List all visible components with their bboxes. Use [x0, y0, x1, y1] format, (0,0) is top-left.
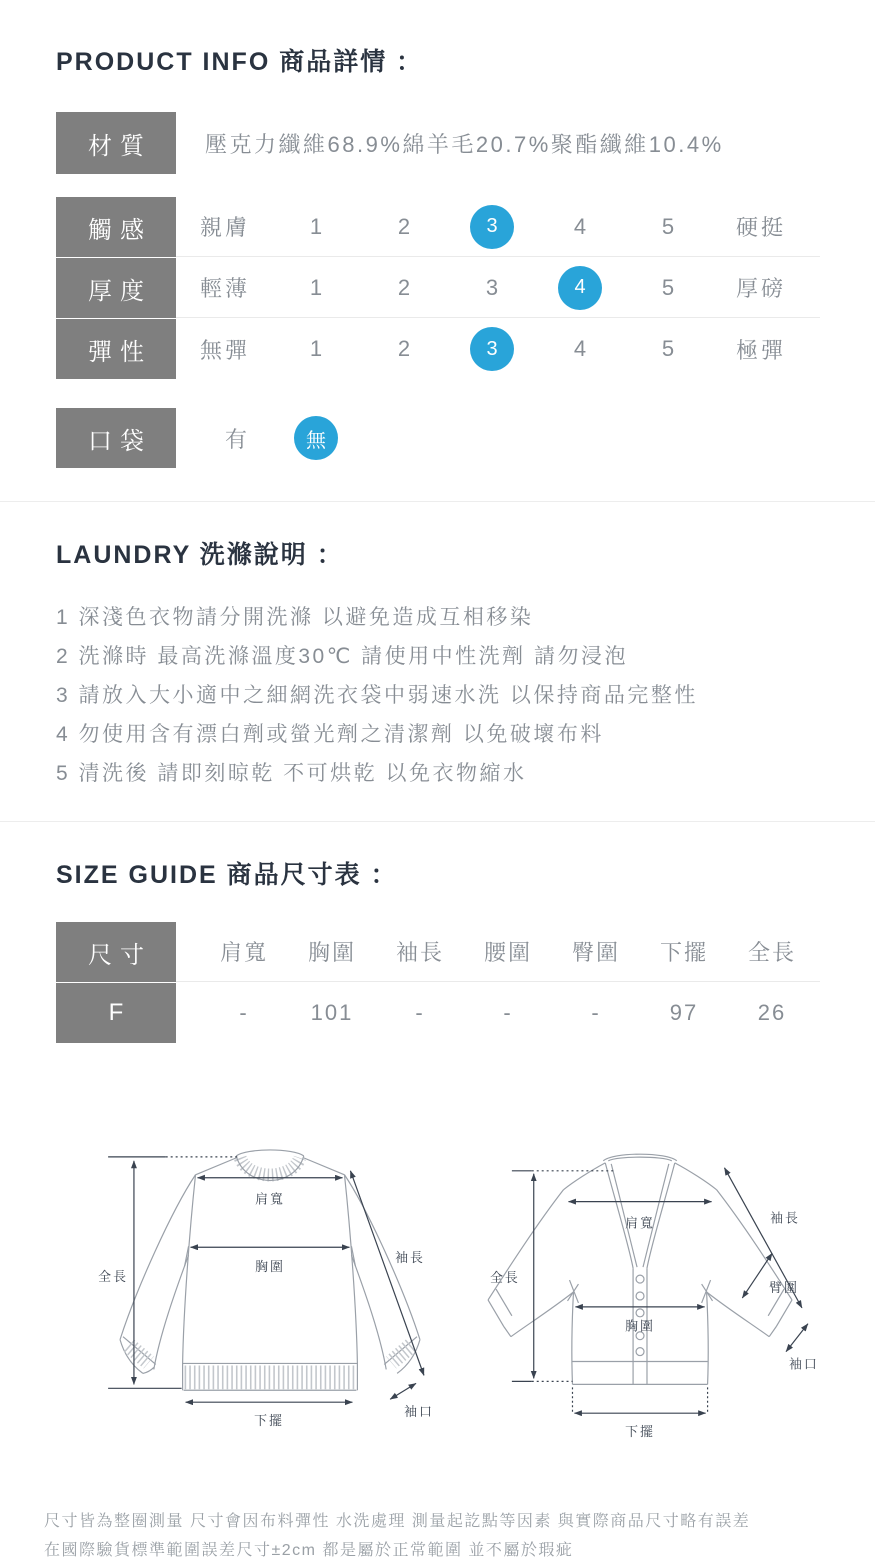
size-f-label: F [56, 983, 176, 1043]
cardigan-sleeve-label: 袖長 [770, 1210, 800, 1226]
material-row [56, 112, 820, 174]
scale-dot-5: 5 [661, 274, 675, 300]
pocket-option-yes: 有 [224, 426, 247, 452]
material-label: 材質 [56, 112, 176, 174]
col-shoulder: 肩寬 [219, 940, 268, 965]
sweater-hem-label: 下擺 [254, 1413, 284, 1429]
rating-row-thickness [56, 258, 820, 318]
rating-scale-thickness [176, 258, 820, 318]
size-table-row-f [56, 983, 820, 1043]
cardigan-arm-label: 臂圍 [769, 1279, 799, 1295]
cardigan-chest-label: 胸圍 [625, 1318, 655, 1334]
measurement-disclaimer [0, 1507, 875, 1565]
scale-dot-1: 1 [309, 336, 323, 361]
laundry-title: LAUNDRY 洗滌說明 ： [56, 541, 344, 569]
pocket-option-no: 無 [272, 408, 360, 468]
size-table [56, 922, 820, 1043]
cardigan-diagram [466, 1141, 824, 1441]
col-waist: 腰圍 [483, 940, 532, 965]
measurement-diagrams [0, 1141, 875, 1441]
val-waist: - [503, 1000, 513, 1025]
size-table-header [56, 922, 820, 982]
val-sleeve: - [415, 1000, 425, 1025]
rating-label-elasticity: 彈性 [56, 319, 176, 379]
val-length: 26 [757, 1000, 787, 1025]
scale-dot-1: 1 [309, 213, 323, 239]
rating-high-label: 極彈 [736, 337, 787, 363]
sweater-sleeve-label: 袖長 [395, 1250, 425, 1266]
scale-dot-3: 3 [448, 319, 536, 379]
sweater-diagram [96, 1141, 444, 1431]
product-info-title: PRODUCT INFO 商品詳情 ： [56, 48, 424, 76]
laundry-item-4: 4 勿使用含有漂白劑或螢光劑之清潔劑 以免破壞布料 [56, 723, 604, 746]
laundry-item-5: 5 清洗後 請即刻晾乾 不可烘乾 以免衣物縮水 [56, 762, 527, 785]
scale-dot-3: 3 [485, 274, 499, 300]
disclaimer-line-2: 在國際驗貨標準範圍誤差尺寸±2cm 都是屬於正常範圍 並不屬於瑕疵 [44, 1542, 574, 1559]
val-chest: 101 [310, 1000, 354, 1025]
size-value-cells [176, 983, 820, 1043]
cardigan-cuff-label: 袖口 [789, 1356, 819, 1372]
col-chest: 胸圍 [307, 940, 356, 965]
rating-low-label: 無彈 [200, 337, 251, 363]
scale-dot-4: 4 [573, 213, 587, 239]
size-guide-title: SIZE GUIDE 商品尺寸表 ： [56, 861, 398, 889]
scale-dot-3: 3 [448, 197, 536, 257]
rating-scale-elasticity [176, 319, 820, 379]
cardigan-hem-label: 下擺 [625, 1424, 655, 1440]
rating-label-thickness: 厚度 [56, 258, 176, 318]
sweater-shoulder-label: 肩寬 [255, 1191, 285, 1207]
product-info-section [0, 42, 875, 468]
disclaimer-line-1: 尺寸皆為整圈測量 尺寸會因布料彈性 水洗處理 測量起訖點等因素 與實際商品尺寸略有誤差 [44, 1513, 751, 1530]
scale-dot-1: 1 [309, 274, 323, 300]
cardigan-line-art [466, 1141, 824, 1441]
cardigan-arrows [512, 1168, 808, 1413]
rating-low-label: 輕薄 [200, 276, 251, 301]
scale-dot-4: 4 [536, 258, 624, 318]
rating-row-elasticity [56, 319, 820, 379]
col-sleeve: 袖長 [395, 940, 444, 965]
rating-row-touch [56, 197, 820, 257]
scale-dot-2: 2 [397, 213, 411, 239]
rating-high-label: 厚磅 [736, 276, 787, 301]
laundry-item-3: 3 請放入大小適中之細網洗衣袋中弱速水洗 以保持商品完整性 [56, 684, 698, 707]
val-shoulder: - [239, 1000, 249, 1025]
laundry-section [0, 502, 875, 793]
cardigan-shoulder-label: 肩寬 [625, 1215, 655, 1231]
cardigan-full-length-label: 全長 [490, 1270, 520, 1286]
size-guide-section [0, 822, 875, 1043]
rating-low-label: 親膚 [200, 215, 251, 240]
scale-dot-2: 2 [397, 336, 411, 361]
col-hem: 下擺 [659, 940, 708, 965]
scale-dot-5: 5 [661, 336, 675, 361]
scale-dot-5: 5 [661, 213, 675, 239]
rating-high-label: 硬挺 [736, 215, 787, 240]
pocket-row [56, 408, 820, 468]
laundry-list [56, 598, 820, 793]
col-length: 全長 [747, 940, 796, 965]
scale-dot-4: 4 [573, 336, 587, 361]
val-hem: 97 [669, 1000, 699, 1025]
scale-dot-2: 2 [397, 274, 411, 300]
rating-label-touch: 觸感 [56, 197, 176, 257]
rating-scale-touch [176, 197, 820, 257]
material-value: 壓克力纖維68.9%綿羊毛20.7%聚酯纖維10.4% [205, 131, 724, 157]
col-hip: 臀圍 [571, 940, 620, 965]
val-hip: - [591, 1000, 601, 1025]
pocket-label: 口袋 [56, 408, 176, 468]
laundry-item-1: 1 深淺色衣物請分開洗滌 以避免造成互相移染 [56, 606, 534, 629]
size-header-cells [176, 922, 820, 982]
pocket-options [176, 408, 820, 468]
sweater-full-length-label: 全長 [98, 1269, 128, 1285]
size-corner-label: 尺寸 [56, 922, 176, 982]
sweater-cuff-label: 袖口 [404, 1404, 434, 1420]
sweater-chest-label: 胸圍 [255, 1259, 285, 1275]
laundry-item-2: 2 洗滌時 最高洗滌溫度30℃ 請使用中性洗劑 請勿浸泡 [56, 645, 628, 668]
sweater-line-art [96, 1141, 444, 1431]
